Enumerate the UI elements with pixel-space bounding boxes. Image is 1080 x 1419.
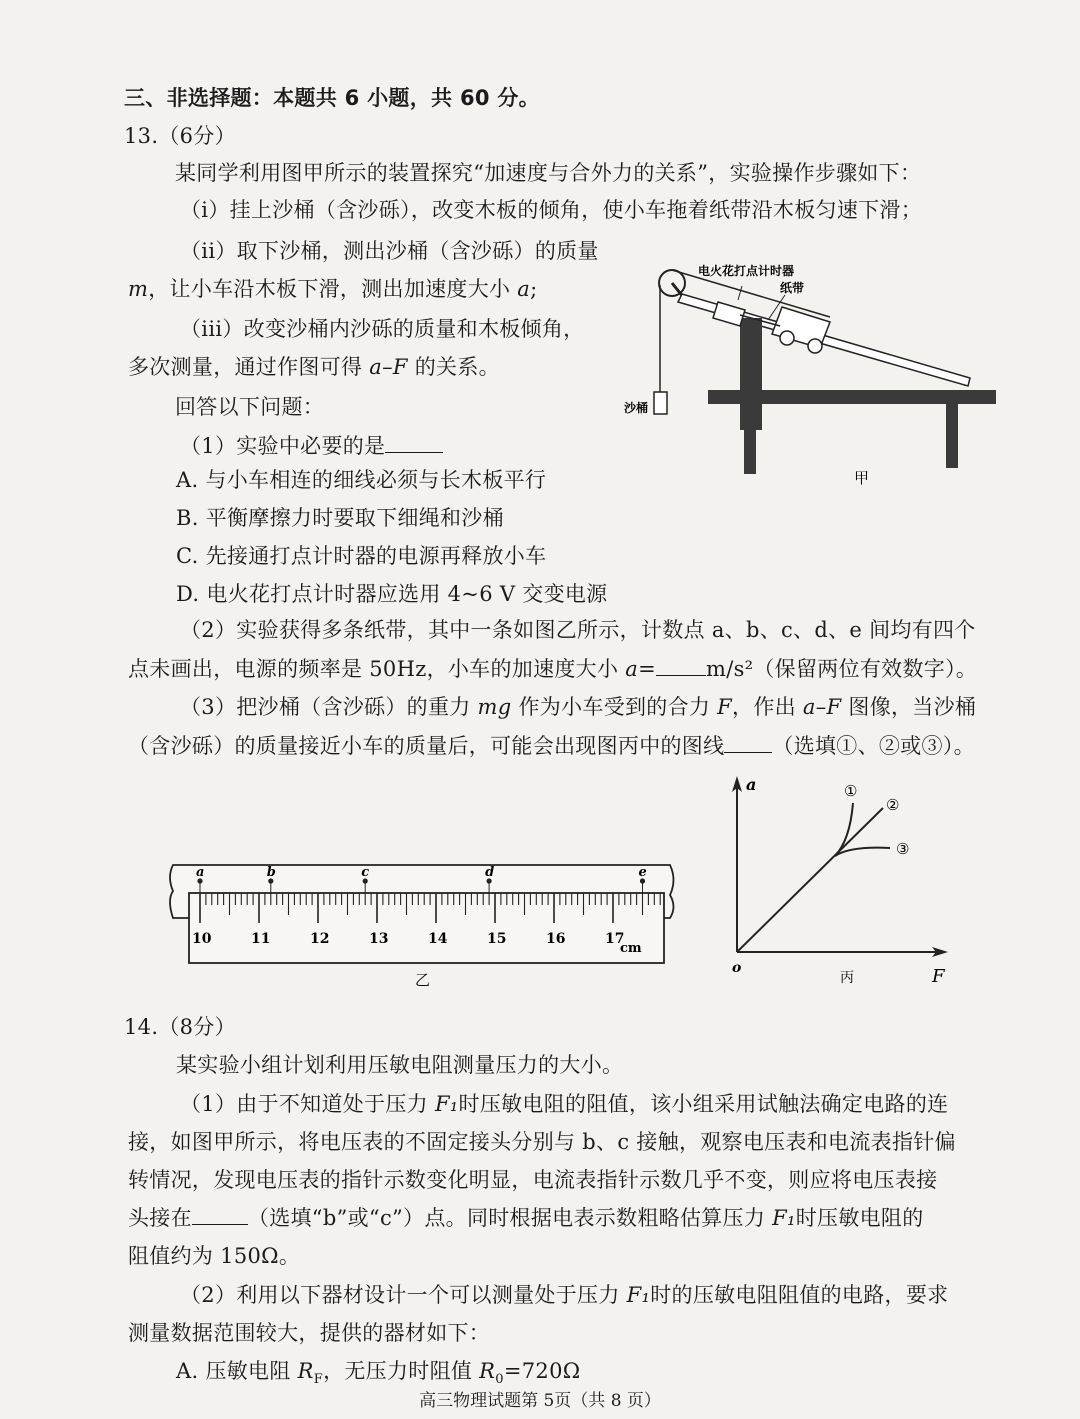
q13-score: （6分） <box>158 124 236 148</box>
ruler-tick-label: 11 <box>251 931 271 947</box>
q14-number: 14. <box>124 1015 159 1039</box>
ruler-tick-label: 17 <box>605 931 625 947</box>
var-F1-c: F₁ <box>626 1283 651 1307</box>
q14-p1-l2: 接，如图甲所示，将电压表的不固定接头分别与 b、c 接触，观察电压表和电流表指针偏 <box>128 1130 956 1154</box>
table-leg-right <box>946 404 958 468</box>
sub-0: 0 <box>495 1372 504 1388</box>
ruler-tick-label: 13 <box>369 931 389 947</box>
ruler-tick-label: 12 <box>310 931 330 947</box>
answer-blank-1[interactable] <box>385 432 443 453</box>
figure-yi-caption: 乙 <box>415 971 431 989</box>
section-heading: 三、非选择题：本题共 6 小题，共 60 分。 <box>124 86 540 110</box>
item-a-text2: ，无压力时阻值 <box>323 1359 480 1383</box>
step3b-end: 的关系。 <box>407 355 500 379</box>
ruler-body <box>189 893 664 963</box>
tape-point-label: d <box>485 865 495 880</box>
q13-step1: （i）挂上沙桶（含沙砾），改变木板的倾角，使小车拖着纸带沿木板匀速下滑； <box>180 198 923 222</box>
p2-text2: 时的压敏电阻阻值的电路，要求 <box>650 1283 949 1307</box>
part2b-unit: m/s²（保留两位有效数字）。 <box>705 657 978 681</box>
curve-3-label: ③ <box>896 840 910 858</box>
x-axis-label: F <box>932 966 945 987</box>
option-a[interactable] <box>176 465 546 495</box>
option-b-text: 平衡摩擦力时要取下细绳和沙桶 <box>205 506 504 530</box>
q13-part3b <box>128 731 975 761</box>
q14-score: （8分） <box>158 1015 236 1039</box>
p1-l4-text3: 时压敏电阻的 <box>795 1206 924 1230</box>
q13-part3a <box>180 692 976 722</box>
option-d-text: 电火花打点计时器应选用 4~6 V 交变电源 <box>206 582 608 606</box>
ruler-tick-label: 15 <box>487 931 507 947</box>
option-a-label: A. <box>176 468 199 492</box>
q13-step2b <box>128 274 538 304</box>
p1-l4-text1: 头接在 <box>128 1206 192 1230</box>
p1-l4-text2: （选填“b”或“c”）点。同时根据电表示数粗略估算压力 <box>247 1206 773 1230</box>
tape-point-label: a <box>196 865 205 880</box>
figure-jia-caption: 甲 <box>854 469 870 487</box>
part1-text: （1）实验中必要的是 <box>180 434 386 458</box>
p1-text1: （1）由于不知道处于压力 <box>180 1092 435 1116</box>
part3a-text4: 图像，当沙桶 <box>841 695 977 719</box>
var-F: F <box>717 695 733 719</box>
answer-prompt: 回答以下问题： <box>175 395 325 419</box>
option-c-label: C. <box>176 544 199 568</box>
curve-1-line <box>835 803 853 856</box>
q14-p1-l5: 阻值约为 150Ω。 <box>128 1244 301 1268</box>
curve-1-label: ① <box>844 782 858 800</box>
sub-F: F <box>313 1372 324 1388</box>
var-F1: F₁ <box>434 1092 459 1116</box>
q14-p1-l1 <box>180 1089 948 1119</box>
var-a2: a <box>625 657 639 681</box>
q13-number: 13. <box>124 124 159 148</box>
tape-point-label: c <box>361 865 370 880</box>
ruler-tick-label: 16 <box>546 931 566 947</box>
q13-step2a: （ii）取下沙桶，测出沙桶（含沙砾）的质量 <box>180 239 599 263</box>
page-footer: 高三物理试题第 5页（共 8 页） <box>419 1391 661 1411</box>
step2b-text: ，让小车沿木板下滑，测出加速度大小 <box>148 277 518 301</box>
var-F1-b: F₁ <box>772 1206 796 1230</box>
q14-p2-l2: 测量数据范围较大，提供的器材如下： <box>128 1321 491 1345</box>
table-leg-left <box>744 404 756 474</box>
answer-blank-2[interactable] <box>656 655 706 676</box>
ruler-unit: cm <box>620 941 642 956</box>
item-a-text3: =720Ω <box>503 1359 581 1383</box>
curve-3-line <box>835 848 890 856</box>
q13-header <box>124 121 236 151</box>
option-d-label: D. <box>176 582 200 606</box>
q13-step3a: （iii）改变沙桶内沙砾的质量和木板倾角， <box>180 317 585 341</box>
q14-p1-l3: 转情况，发现电压表的指针示数变化明显，电流表指针示数几乎不变，则应将电压表接 <box>128 1168 938 1192</box>
y-axis-label: a <box>746 775 757 794</box>
equals: = <box>638 657 656 681</box>
p1-text2: 时压敏电阻的阻值，该小组采用试触法确定电路的连 <box>458 1092 949 1116</box>
item-a-text1: 压敏电阻 <box>205 1359 298 1383</box>
q14-intro: 某实验小组计划利用压敏电阻测量压力的大小。 <box>176 1053 624 1077</box>
q13-part2a: （2）实验获得多条纸带，其中一条如图乙所示，计数点 a、b、c、d、e 间均有四个 <box>180 618 976 642</box>
ruler-tick-label: 14 <box>428 931 448 947</box>
option-d[interactable] <box>176 579 607 609</box>
origin-label: o <box>732 960 742 976</box>
q13-step3b <box>128 352 500 382</box>
option-b-label: B. <box>176 506 199 530</box>
q14-header <box>124 1012 236 1042</box>
var-mg: mg <box>477 695 512 719</box>
q13-part1 <box>180 431 443 461</box>
bucket-label: 沙桶 <box>624 401 649 415</box>
option-c[interactable] <box>176 541 546 571</box>
q13-intro: 某同学利用图甲所示的装置探究“加速度与合外力的关系”，实验操作步骤如下： <box>175 161 922 185</box>
q13-part2b <box>128 654 977 684</box>
timer-label: 电火花打点计时器 <box>698 264 795 278</box>
part3b-text1: （含沙砾）的质量接近小车的质量后，可能会出现图丙中的图线 <box>128 734 725 758</box>
option-c-text: 先接通打点计时器的电源再释放小车 <box>205 544 547 568</box>
part3b-text2: （选填①、②或③）。 <box>772 734 975 758</box>
tape-point-label: b <box>266 865 276 880</box>
var-RF: R <box>297 1359 314 1383</box>
figure-bing-aF-graph <box>700 770 970 995</box>
curve-2-label: ② <box>886 796 900 814</box>
q14-p2-l1 <box>180 1280 948 1310</box>
step3b-text: 多次测量，通过作图可得 <box>128 355 370 379</box>
option-a-text: 与小车相连的细线必须与长木板平行 <box>205 468 547 492</box>
sand-bucket-icon <box>654 392 667 414</box>
figure-yi-tape-ruler <box>165 855 685 995</box>
p2-text1: （2）利用以下器材设计一个可以测量处于压力 <box>180 1283 627 1307</box>
item-a-label: A. <box>176 1359 199 1383</box>
part3a-text1: （3）把沙桶（含沙砾）的重力 <box>180 695 478 719</box>
tape-point-label: e <box>638 865 647 880</box>
step2b-end: ; <box>530 277 538 301</box>
option-b[interactable] <box>176 503 504 533</box>
var-aF2: a–F <box>802 695 842 719</box>
var-a: a <box>517 277 531 301</box>
spark-timer-icon <box>713 302 745 326</box>
tape-label: 纸带 <box>780 281 805 295</box>
part3a-text3: ，作出 <box>732 695 803 719</box>
q14-p1-l4 <box>128 1203 924 1233</box>
figure-bing-caption: 丙 <box>840 970 854 986</box>
var-aF: a–F <box>369 355 408 379</box>
part3a-text2: 作为小车受到的合力 <box>511 695 718 719</box>
figure-jia-apparatus <box>620 240 1020 500</box>
table-top <box>708 390 996 404</box>
curve-2-line <box>737 808 883 952</box>
answer-blank-3[interactable] <box>724 732 772 753</box>
var-R0: R <box>479 1359 496 1383</box>
var-m: m <box>128 277 149 301</box>
answer-blank-4[interactable] <box>192 1204 248 1225</box>
ruler-tick-label: 10 <box>192 931 212 947</box>
part2b-text: 点未画出，电源的频率是 50Hz，小车的加速度大小 <box>128 657 626 681</box>
